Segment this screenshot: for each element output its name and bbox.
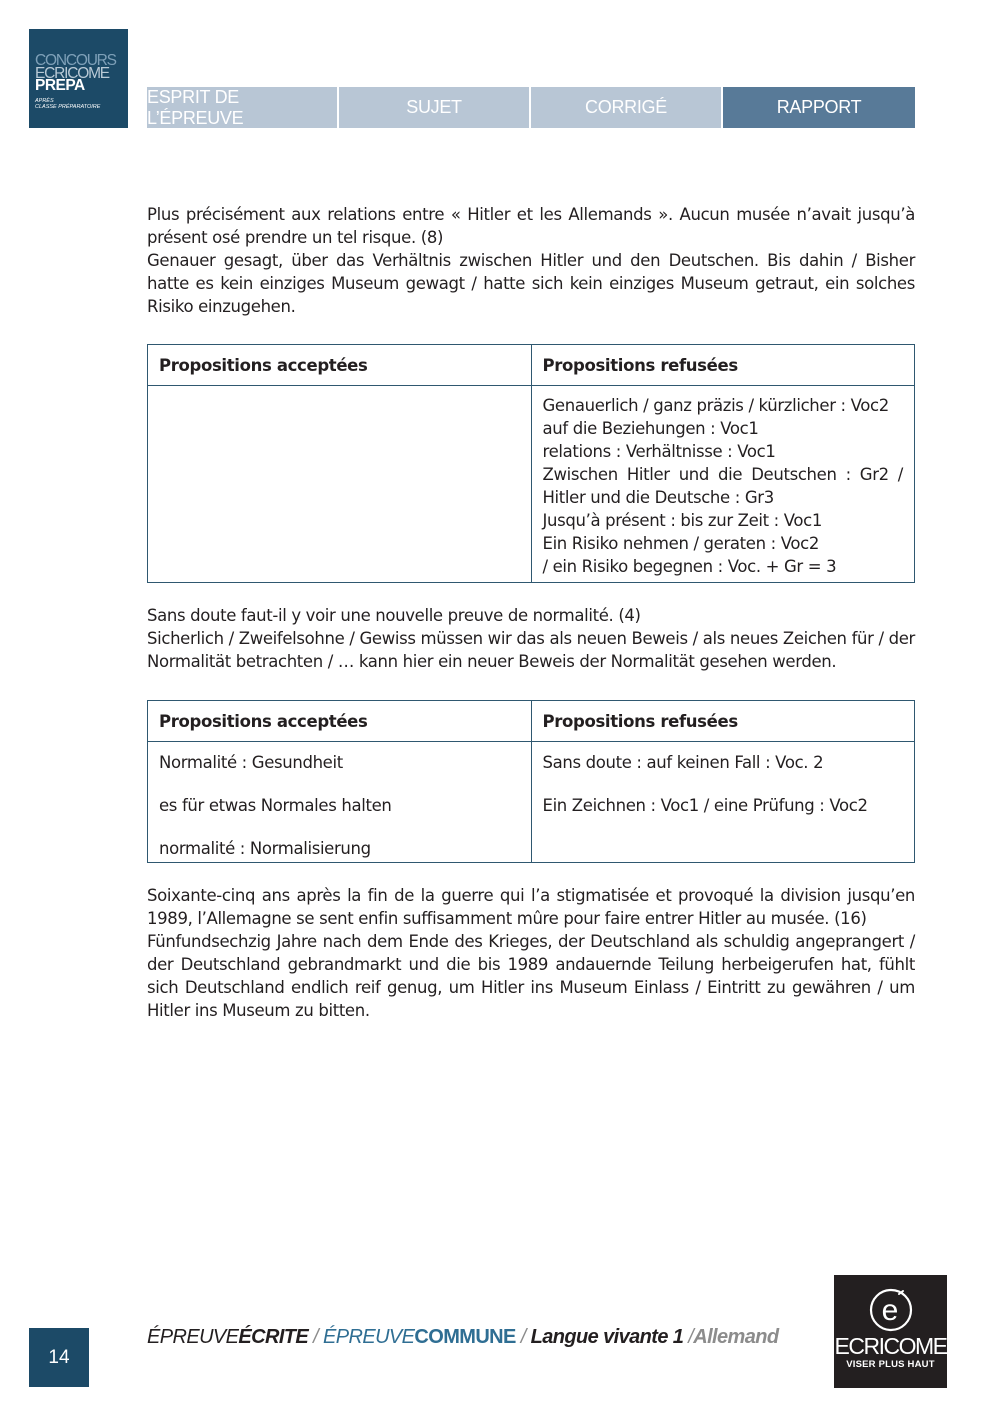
footer-epreuve: ÉPREUVE xyxy=(147,1326,239,1348)
footer-separator: / xyxy=(308,1326,324,1348)
logo-line-apres: APRÈS xyxy=(35,97,54,104)
table2-header-refused: Propositions refusées xyxy=(531,701,915,742)
table1-refused-item: auf die Beziehungen : Voc1 xyxy=(542,419,759,438)
table1-refused-cell xyxy=(531,386,915,583)
footer-allemand: Allemand xyxy=(693,1326,779,1348)
tab-sujet[interactable]: SUJET xyxy=(339,87,529,128)
propositions-table-1 xyxy=(147,344,915,583)
logo-tagline: VISER PLUS HAUT xyxy=(846,1359,935,1370)
table2-refused-cell xyxy=(531,742,915,863)
ecricome-e-icon xyxy=(868,1287,914,1333)
tab-corrige[interactable]: CORRIGÉ xyxy=(531,87,721,128)
table1-refused-item: Zwischen Hitler und die Deutschen : Gr2 / Hitler und die Deutsche : Gr3 xyxy=(542,465,903,507)
footer-ecrite: ÉCRITE xyxy=(238,1326,309,1348)
tab-esprit-de-l-epreuve[interactable]: ESPRIT DE L’ÉPREUVE xyxy=(147,87,337,128)
table2-accepted-cell xyxy=(148,742,532,863)
table2-accepted-item: es für etwas Normales halten xyxy=(159,796,392,815)
ecricome-logo xyxy=(834,1275,947,1388)
table2-refused-item: Ein Zeichnen : Voc1 / eine Prüfung : Voc2 xyxy=(542,796,868,815)
table2-accepted-item: Normalité : Gesundheit xyxy=(159,753,343,772)
logo-line-concours: CONCOURS xyxy=(35,52,116,69)
concours-ecricome-prepa-logo xyxy=(29,29,128,128)
paragraph-german-3: Fünfundsechzig Jahre nach dem Ende des Krieges, der Deutschland als schuldig angeprangert / der Deutschland gebrandmarkt und die bis 1989 andauernde Teilung herbeigerufen hat, fühlt sich Deutschland endlich reif genug, um Hitler ins Museum Einlass / Eintritt zu gewähren / um Hitler ins Museum zu bitten. xyxy=(147,932,915,1020)
logo-brand-text: ECRICOME xyxy=(834,1333,947,1359)
footer-exam-title xyxy=(147,1326,778,1352)
footer-separator: / xyxy=(683,1326,694,1348)
table1-refused-item: Genauerlich / ganz präzis / kürzlicher : Voc2 xyxy=(542,396,889,415)
tab-rapport[interactable]: RAPPORT xyxy=(723,87,915,128)
paragraph-german-2: Sicherlich / Zweifelsohne / Gewiss müssen wir das als neuen Beweis / als neues Zeichen für / der Normalität betrachten / … kann hier ein neuer Beweis der Normalität gesehen werden. xyxy=(147,629,915,671)
table1-refused-item: / ein Risiko begegnen : Voc. + Gr = 3 xyxy=(542,557,837,576)
table1-refused-item: Jusqu’à présent : bis zur Zeit : Voc1 xyxy=(542,511,823,530)
table2-refused-item: Sans doute : auf keinen Fall : Voc. 2 xyxy=(542,753,824,772)
paragraph-french-1: Plus précisément aux relations entre « Hitler et les Allemands ». Aucun musée n’avait jusqu’à présent osé prendre un tel risque. (8) xyxy=(147,205,915,247)
logo-line-ecricome: ECRICOME xyxy=(35,64,109,82)
logo-e-letter: e xyxy=(881,1294,898,1327)
paragraph-french-3: Soixante-cinq ans après la fin de la guerre qui l’a stigmatisée et provoqué la division jusqu’en 1989, l’Allemagne se sent enfin suffisamment mûre pour faire entrer Hitler au musée. (16) xyxy=(147,886,915,928)
footer-separator: / xyxy=(515,1326,531,1348)
table1-accepted-cell xyxy=(148,386,532,583)
footer-epreuve-2: ÉPREUVE xyxy=(323,1326,415,1348)
paragraph-french-2: Sans doute faut-il y voir une nouvelle preuve de normalité. (4) xyxy=(147,606,641,625)
report-content xyxy=(147,203,915,1022)
propositions-table-2 xyxy=(147,700,915,863)
table2-header-accepted: Propositions acceptées xyxy=(148,701,532,742)
logo-line-prepa: PREPA xyxy=(35,77,85,94)
footer-langue: Langue vivante 1 xyxy=(530,1326,684,1348)
footer-commune: COMMUNE xyxy=(414,1326,516,1348)
table1-refused-item: Ein Risiko nehmen / geraten : Voc2 xyxy=(542,534,819,553)
logo-line-classe: CLASSE PRÉPARATOIRE xyxy=(35,103,101,110)
paragraph-german-1: Genauer gesagt, über das Verhältnis zwischen Hitler und den Deutschen. Bis dahin / Bisher hatte es kein einziges Museum gewagt / hatte sich kein einziges Museum getraut, ein solches Risiko einzugehen. xyxy=(147,251,915,316)
table2-accepted-item: normalité : Normalisierung xyxy=(159,839,371,858)
page-number: 14 xyxy=(29,1328,89,1387)
table1-refused-item: relations : Verhältnisse : Voc1 xyxy=(542,442,776,461)
table1-header-refused: Propositions refusées xyxy=(531,345,915,386)
table1-header-accepted: Propositions acceptées xyxy=(148,345,532,386)
section-tabs xyxy=(147,87,915,128)
